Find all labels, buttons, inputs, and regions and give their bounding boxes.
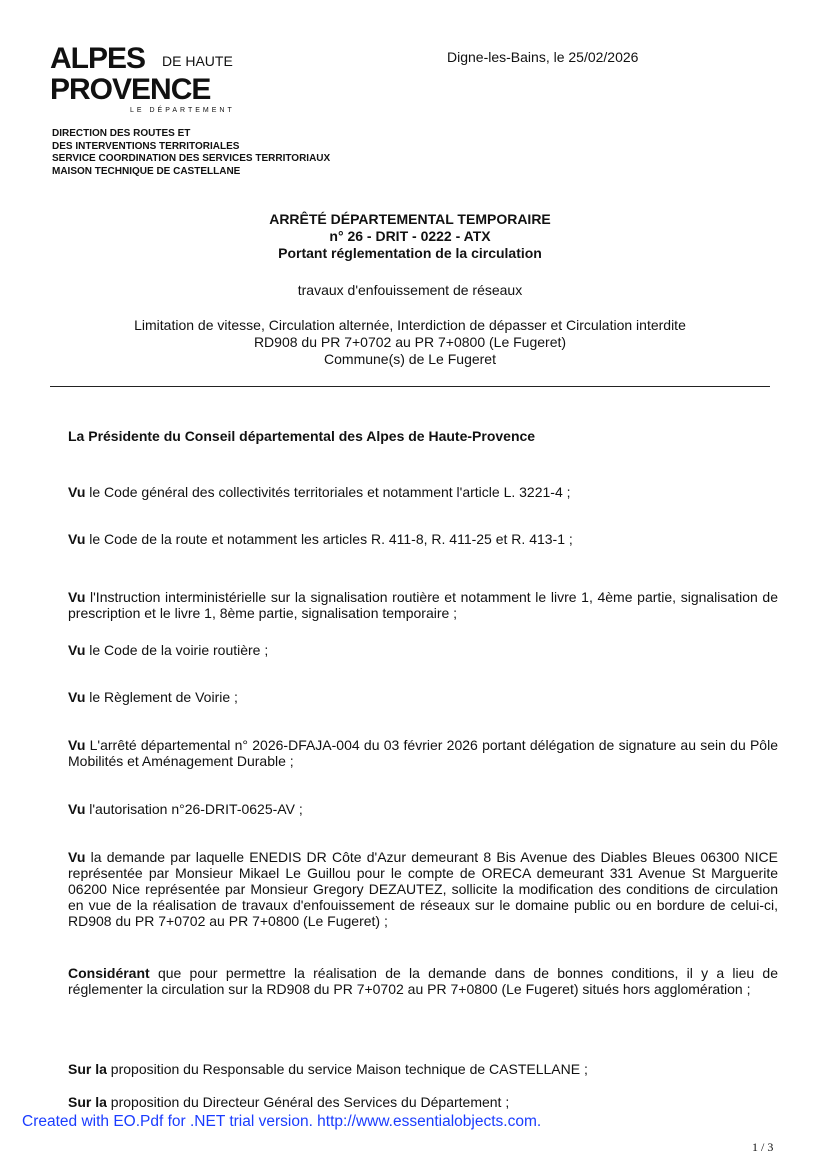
title-line: ARRÊTÉ DÉPARTEMENTAL TEMPORAIRE bbox=[269, 211, 551, 227]
paragraph bbox=[68, 531, 778, 547]
paragraph-lead: Sur la bbox=[68, 1094, 107, 1110]
logo-text-provence: PROVENCE bbox=[50, 73, 211, 106]
paragraph-lead: Sur la bbox=[68, 1061, 107, 1077]
paragraph-text: le Code général des collectivités territoriales et notamment l'article L. 3221-4 ; bbox=[85, 484, 571, 500]
paragraph-lead: Vu bbox=[68, 531, 86, 547]
paragraph-lead: Vu bbox=[68, 849, 86, 865]
paragraph bbox=[68, 689, 778, 705]
measures-line: Commune(s) de Le Fugeret bbox=[324, 351, 496, 367]
logo-text-de-haute: DE HAUTE bbox=[162, 53, 233, 69]
paragraph-text: que pour permettre la réalisation de la demande dans de bonnes conditions, il y a lieu de réglementer la circulation sur la RD908 du PR 7+0702 au PR 7+0800 (Le Fugeret) situés hors agglomération ; bbox=[68, 965, 778, 997]
department-line: SERVICE COORDINATION DES SERVICES TERRITORIAUX bbox=[52, 153, 331, 164]
paragraph-text: proposition du Directeur Général des Services du Département ; bbox=[106, 1094, 510, 1110]
title-line: n° 26 - DRIT - 0222 - ATX bbox=[329, 228, 491, 244]
paragraph-lead: Vu bbox=[68, 642, 86, 658]
document-title bbox=[50, 211, 770, 262]
department-line: DES INTERVENTIONS TERRITORIALES bbox=[52, 140, 240, 152]
paragraph-lead: Vu bbox=[68, 689, 86, 705]
department-logo bbox=[50, 44, 240, 118]
logo-text-departement: LE DÉPARTEMENT bbox=[130, 107, 235, 114]
paragraph-text: le Code de la voirie routière ; bbox=[85, 642, 269, 658]
title-line: Portant réglementation de la circulation bbox=[278, 245, 542, 261]
paragraph-lead: Considérant bbox=[68, 965, 150, 981]
paragraph-lead: Vu bbox=[68, 484, 86, 500]
divider bbox=[50, 386, 770, 387]
paragraph-text: l'Instruction interministérielle sur la signalisation routière et notamment le livre 1, 4ème partie, signalisation de prescription et le livre 1, 8ème partie, signalisation temporaire ; bbox=[68, 589, 778, 621]
document-date: Digne-les-Bains, le 25/02/2026 bbox=[447, 49, 639, 65]
department-line: DIRECTION DES ROUTES ET bbox=[52, 128, 191, 139]
department-header bbox=[52, 128, 330, 178]
measures-line: RD908 du PR 7+0702 au PR 7+0800 (Le Fugeret) bbox=[253, 334, 567, 350]
paragraph-text: le Code de la route et notamment les articles R. 411-8, R. 411-25 et R. 413-1 ; bbox=[85, 531, 573, 547]
subject: travaux d'enfouissement de réseaux bbox=[297, 282, 523, 298]
paragraph bbox=[68, 737, 778, 769]
logo-text-alpes: ALPES bbox=[50, 42, 146, 75]
trial-watermark-link[interactable]: Created with EO.Pdf for .NET trial version. http://www.essentialobjects.com. bbox=[22, 1113, 542, 1130]
paragraph bbox=[68, 849, 778, 929]
authority: La Présidente du Conseil départemental des Alpes de Haute-Provence bbox=[68, 428, 536, 444]
paragraph-lead: Vu bbox=[68, 589, 86, 605]
paragraph-text: la demande par laquelle ENEDIS DR Côte d'Azur demeurant 8 Bis Avenue des Diables Bleues 06300 NICE représentée par Monsieur Mikael Le Guillou pour le compte de ORECA demeurant 331 Avenue St Marguerite 06200 Nice représentée par Monsieur Gregory DEZAUTEZ, sollicite la modification des conditions de circulation en vue de la réalisation de travaux d'enfouissement de réseaux sur le domaine public ou en bordure de celui-ci, RD908 du PR 7+0702 au PR 7+0800 (Le Fugeret) ; bbox=[68, 849, 778, 929]
paragraph-text: L'arrêté départemental n° 2026-DFAJA-004 du 03 février 2026 portant délégation de signature au sein du Pôle Mobilités et Aménagement Durable ; bbox=[68, 737, 778, 769]
page-number: 1 / 3 bbox=[752, 1140, 774, 1154]
paragraph bbox=[68, 1094, 778, 1110]
paragraph bbox=[68, 1061, 778, 1077]
paragraph-lead: Vu bbox=[68, 801, 86, 817]
paragraph bbox=[68, 965, 778, 997]
measures-line: Limitation de vitesse, Circulation alternée, Interdiction de dépasser et Circulation interdite bbox=[134, 317, 686, 333]
paragraph-text: le Règlement de Voirie ; bbox=[85, 689, 238, 705]
paragraph bbox=[68, 484, 778, 500]
measures bbox=[50, 317, 770, 368]
paragraph bbox=[68, 642, 778, 658]
department-line: MAISON TECHNIQUE DE CASTELLANE bbox=[52, 165, 241, 177]
paragraph-text: l'autorisation n°26-DRIT-0625-AV ; bbox=[85, 801, 303, 817]
paragraph-text: proposition du Responsable du service Maison technique de CASTELLANE ; bbox=[106, 1061, 588, 1077]
paragraph-lead: Vu bbox=[68, 737, 86, 753]
paragraph bbox=[68, 801, 778, 817]
paragraph bbox=[68, 589, 778, 621]
